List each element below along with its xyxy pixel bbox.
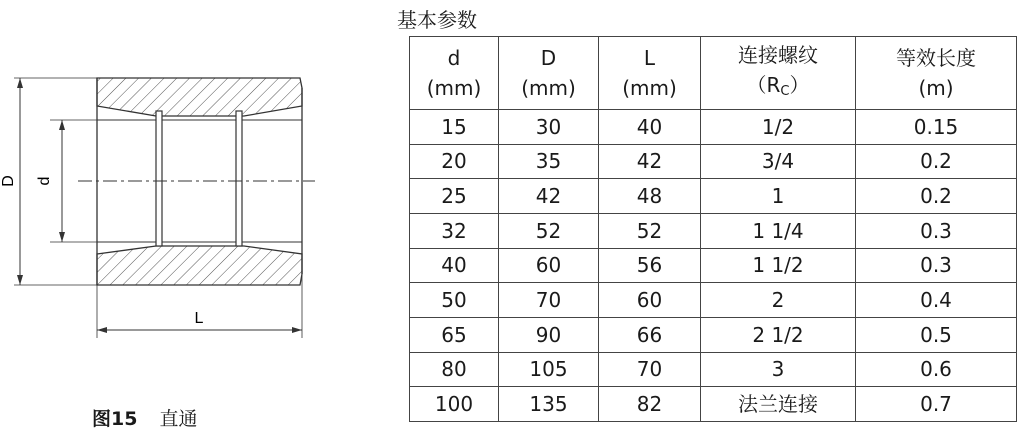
table-cell: 32 — [410, 213, 499, 248]
table-cell: 52 — [599, 213, 701, 248]
table-row — [410, 387, 1017, 422]
dim-label-D: D — [0, 175, 18, 187]
table-cell: 105 — [499, 352, 599, 387]
table-cell: 1 — [701, 179, 856, 214]
header-equivalent-length: 等效长度 (m) — [856, 37, 1017, 110]
table-cell: 66 — [599, 317, 701, 352]
dim-label-d: d — [36, 176, 54, 186]
table-cell: 1/2 — [701, 110, 856, 145]
table-cell: 50 — [410, 283, 499, 318]
header-d: d (mm) — [410, 37, 499, 110]
table-cell: 100 — [410, 387, 499, 422]
table-cell: 3 — [701, 352, 856, 387]
table-cell: 0.2 — [856, 179, 1017, 214]
header-D: D (mm) — [499, 37, 599, 110]
table-cell: 30 — [499, 110, 599, 145]
table-cell: 20 — [410, 144, 499, 179]
table-cell: 40 — [599, 110, 701, 145]
straight-fitting-drawing — [0, 0, 400, 439]
table-cell: 3/4 — [701, 144, 856, 179]
table-cell: 80 — [410, 352, 499, 387]
table-cell: 65 — [410, 317, 499, 352]
table-cell: 0.4 — [856, 283, 1017, 318]
upper-wall-section — [97, 78, 302, 116]
table-row — [410, 317, 1017, 352]
table-cell: 1 1/4 — [701, 213, 856, 248]
table-cell: 法兰连接 — [701, 387, 856, 422]
figure-caption — [92, 404, 197, 431]
groove-right — [236, 111, 242, 246]
table-cell: 0.3 — [856, 213, 1017, 248]
table-cell: 135 — [499, 387, 599, 422]
table-cell: 0.2 — [856, 144, 1017, 179]
table-row — [410, 283, 1017, 318]
lower-wall-section — [97, 246, 302, 285]
table-cell: 42 — [499, 179, 599, 214]
figure-title: 直通 — [159, 408, 198, 430]
table-title: 基本参数 — [397, 8, 477, 32]
table-header-row — [410, 37, 1017, 110]
table-cell: 60 — [599, 283, 701, 318]
table-cell: 0.7 — [856, 387, 1017, 422]
table-cell: 82 — [599, 387, 701, 422]
table-row — [410, 179, 1017, 214]
table-row — [410, 248, 1017, 283]
dim-label-L: L — [194, 310, 204, 327]
table-row — [410, 213, 1017, 248]
table-cell: 40 — [410, 248, 499, 283]
table-cell: 70 — [599, 352, 701, 387]
table-cell: 42 — [599, 144, 701, 179]
table-cell: 1 1/2 — [701, 248, 856, 283]
header-thread: 连接螺纹 $(R_C)$ — [701, 37, 856, 110]
table-cell: 52 — [499, 213, 599, 248]
table-cell: 0.3 — [856, 248, 1017, 283]
table-cell: 60 — [499, 248, 599, 283]
table-cell: 56 — [599, 248, 701, 283]
table-row — [410, 110, 1017, 145]
table-cell: 48 — [599, 179, 701, 214]
parameters-table — [409, 36, 1017, 422]
figure-number: 图15 — [92, 408, 138, 430]
table-row — [410, 352, 1017, 387]
table-row — [410, 144, 1017, 179]
table-cell: 0.15 — [856, 110, 1017, 145]
table-cell: 15 — [410, 110, 499, 145]
table-cell: 25 — [410, 179, 499, 214]
header-L: L (mm) — [599, 37, 701, 110]
table-cell: 70 — [499, 283, 599, 318]
table-cell: 35 — [499, 144, 599, 179]
table-cell: 2 — [701, 283, 856, 318]
table-cell: 90 — [499, 317, 599, 352]
groove-left — [156, 111, 162, 246]
table-cell: 2 1/2 — [701, 317, 856, 352]
table-cell: 0.6 — [856, 352, 1017, 387]
table-cell: 0.5 — [856, 317, 1017, 352]
